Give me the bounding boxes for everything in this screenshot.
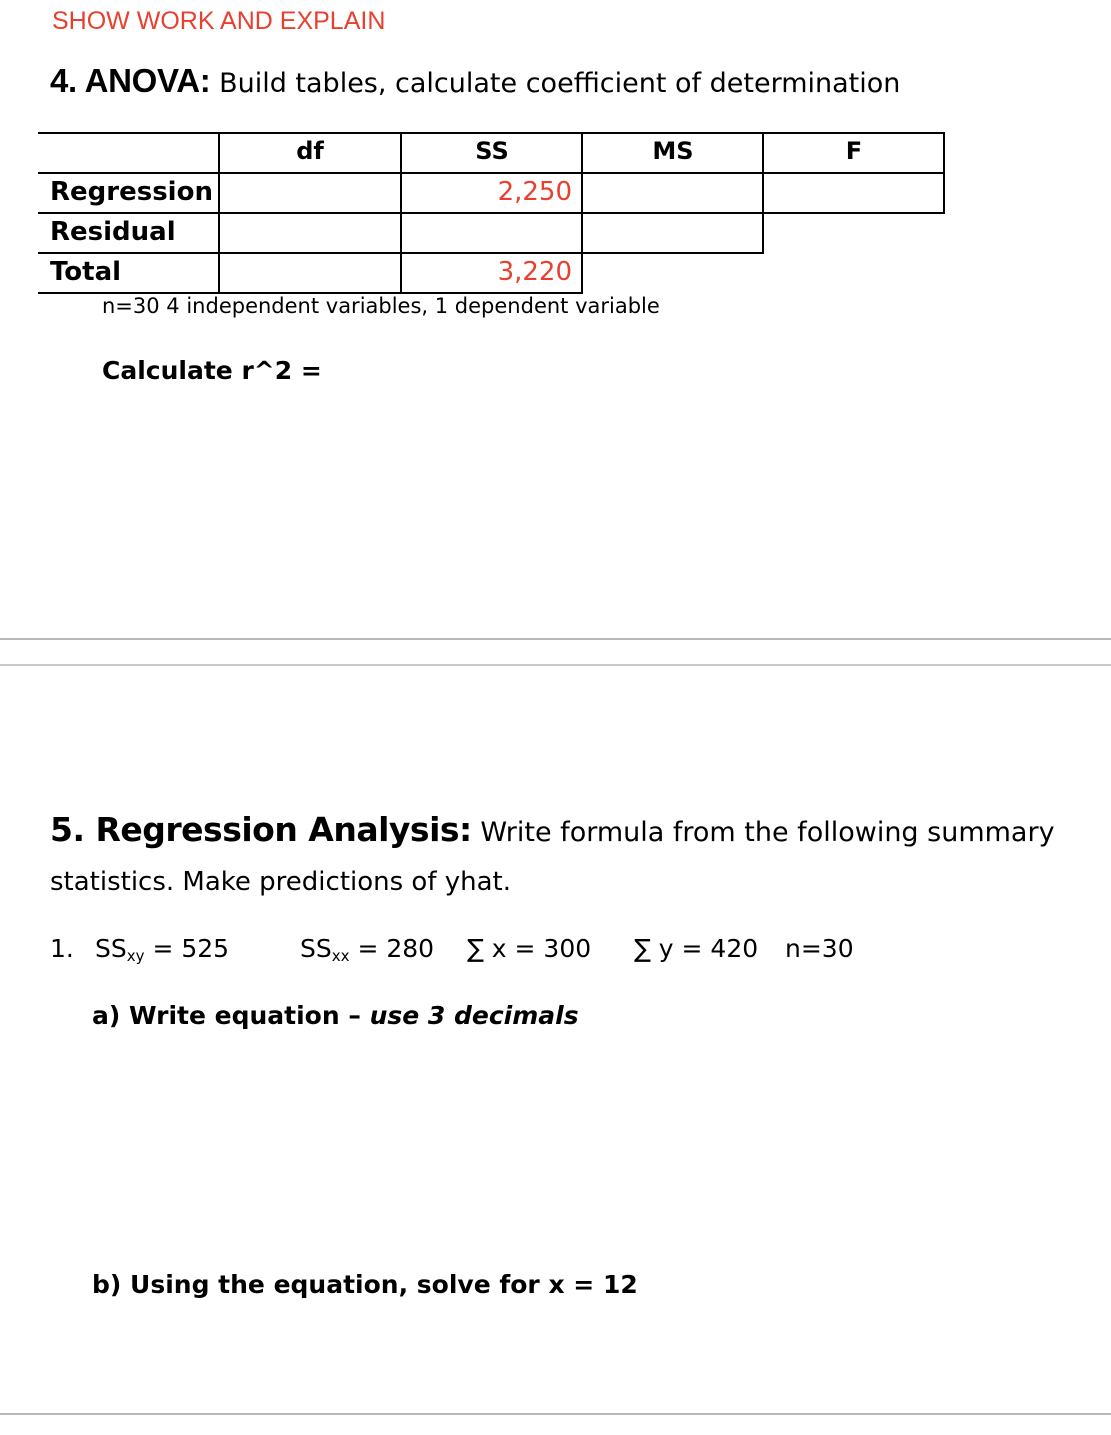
part-a-prompt [92,1001,579,1030]
part-a-text: a) Write equation – [92,1001,370,1030]
stat-sum-y: ∑ y = 420 [634,934,759,963]
stat-ssxy-main: SS [95,934,127,963]
q5-subtitle: statistics. Make predictions of yhat. [50,867,512,897]
stat-ssxx-main: SS [300,934,332,963]
q5-heading [50,810,1055,849]
page-break [0,638,1111,666]
calc-r2-prompt: Calculate r^2 = [102,356,322,385]
part-a-italic: use 3 decimals [369,1001,579,1030]
stat-n: n=30 [785,934,854,963]
table-line [38,212,945,214]
stat-ssxy-value: = 525 [144,934,230,963]
col-header-f: F [845,137,863,165]
q4-note: n=30 4 independent variables, 1 dependent variable [102,294,660,318]
part-b-prompt: b) Using the equation, solve for x = 12 [92,1270,638,1299]
col-header-ms: MS [652,137,694,165]
col-header-df: df [296,137,324,165]
stat-ssxy [95,934,229,965]
q5-title-text: Write formula from the following summary [471,817,1055,848]
q4-title-text: Build tables, calculate coefficient of determination [210,68,901,99]
col-header-ss: SS [475,137,509,165]
stat-ssxx-sub: xx [331,947,350,965]
row-label-regression: Regression [50,177,213,207]
q5-number: 5. Regression Analysis: [50,810,472,849]
stat-ssxy-sub: xy [126,947,145,965]
stat-ssxx [300,934,434,965]
item-number: 1. [50,934,74,963]
q4-heading [50,62,900,100]
row-label-residual: Residual [50,217,176,247]
stat-sum-x: ∑ x = 300 [467,934,592,963]
stat-ssxx-value: = 280 [349,934,435,963]
cell-total-ss: 3,220 [497,257,572,287]
page-break-bottom [0,1413,1111,1435]
row-label-total: Total [50,257,122,287]
q4-number: 4. ANOVA: [50,62,211,99]
cell-regression-ss: 2,250 [497,177,572,207]
table-line [38,132,945,134]
instruction-header: SHOW WORK AND EXPLAIN [52,7,386,35]
table-line [38,172,945,174]
